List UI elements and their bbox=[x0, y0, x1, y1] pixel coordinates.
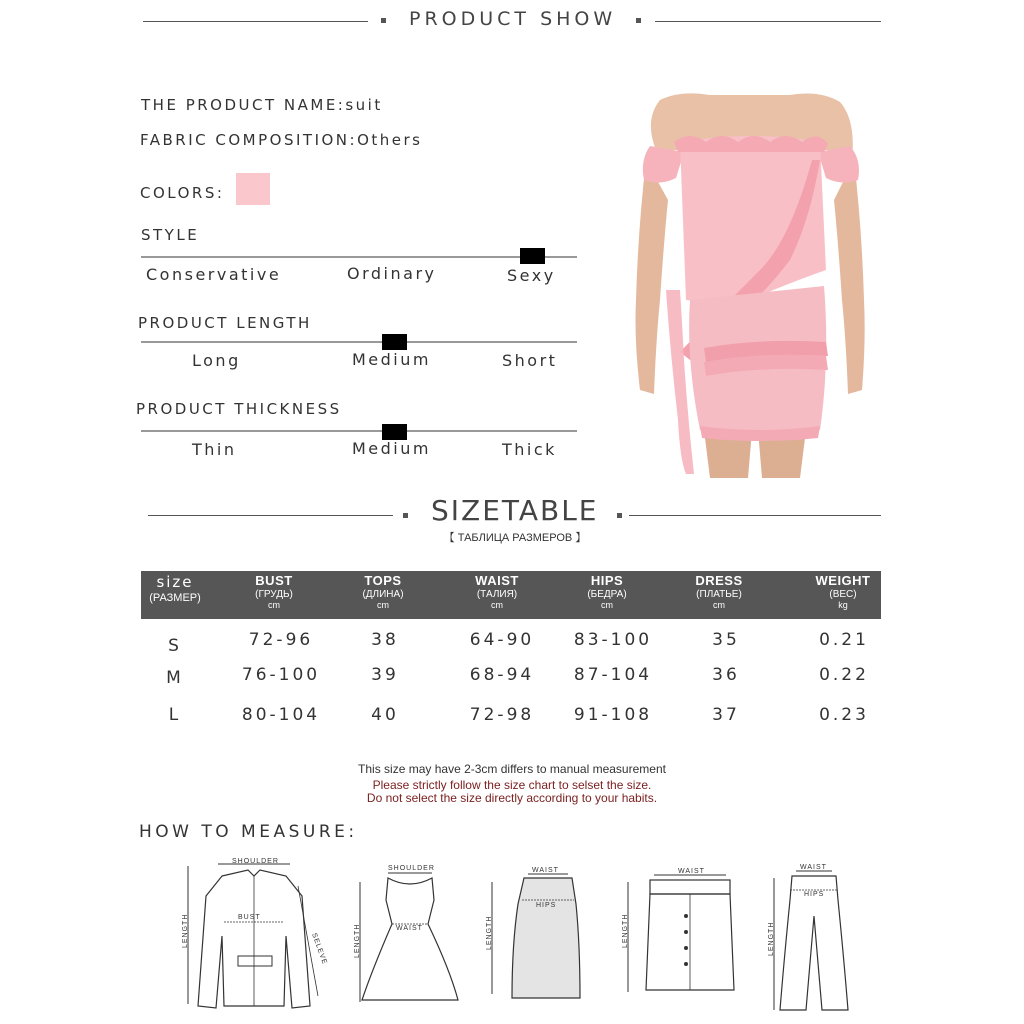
row-m-hips: 87-104 bbox=[573, 665, 653, 685]
svg-text:WAIST: WAIST bbox=[532, 867, 559, 874]
thickness-scale bbox=[141, 430, 577, 432]
row-l-bust: 80-104 bbox=[241, 705, 321, 725]
svg-text:WAIST: WAIST bbox=[396, 925, 423, 932]
row-s-weight: 0.21 bbox=[819, 630, 869, 650]
svg-text:SHOULDER: SHOULDER bbox=[388, 865, 435, 872]
shorts-diagram bbox=[620, 864, 760, 1014]
sizetable-rule-left bbox=[148, 515, 393, 516]
row-m-weight: 0.22 bbox=[819, 665, 869, 685]
svg-text:LENGTH: LENGTH bbox=[622, 913, 629, 948]
svg-text:LENGTH: LENGTH bbox=[486, 915, 493, 950]
colors-label: COLORS: bbox=[140, 184, 225, 202]
dress-diagram bbox=[350, 860, 468, 1014]
col-waist: WAIST (ТАЛИЯ) cm bbox=[475, 573, 519, 610]
style-marker bbox=[520, 248, 545, 264]
thickness-option-thick: Thick bbox=[502, 440, 557, 459]
sizetable-header bbox=[141, 571, 881, 619]
row-m-bust: 76-100 bbox=[241, 665, 321, 685]
row-m-waist: 68-94 bbox=[469, 665, 535, 685]
svg-text:WAIST: WAIST bbox=[800, 864, 827, 871]
svg-text:HIPS: HIPS bbox=[536, 902, 557, 909]
row-l-dress: 37 bbox=[712, 705, 740, 725]
row-l-hips: 91-108 bbox=[573, 705, 653, 725]
note-measurement: This size may have 2-3cm differs to manual measurement bbox=[358, 762, 666, 776]
pants-diagram bbox=[764, 860, 864, 1016]
col-tops: TOPS (ДЛИНА) cm bbox=[362, 573, 404, 610]
row-m-dress: 36 bbox=[712, 665, 740, 685]
header-rule-left bbox=[143, 21, 368, 22]
sizetable-title: SIZETABLE bbox=[431, 494, 599, 527]
style-title: STYLE bbox=[141, 226, 200, 244]
row-s-size: S bbox=[168, 636, 182, 656]
svg-text:SELEVE: SELEVE bbox=[310, 932, 328, 966]
note-habits: Do not select the size directly according to your habits. bbox=[366, 791, 658, 805]
style-option-ordinary: Ordinary bbox=[347, 264, 437, 283]
col-hips: HIPS (БЕДРА) cm bbox=[587, 573, 627, 610]
svg-text:LENGTH: LENGTH bbox=[182, 913, 189, 948]
col-dress: DRESS (ПЛАТЬЕ) cm bbox=[695, 573, 743, 610]
fabric-composition: FABRIC COMPOSITION:Others bbox=[140, 131, 423, 149]
svg-text:WAIST: WAIST bbox=[678, 868, 705, 875]
length-option-medium: Medium bbox=[352, 350, 431, 369]
row-s-bust: 72-96 bbox=[248, 630, 314, 650]
row-l-weight: 0.23 bbox=[819, 705, 869, 725]
row-s-tops: 38 bbox=[371, 630, 399, 650]
row-m-size: M bbox=[166, 668, 184, 688]
how-to-measure-title: HOW TO MEASURE: bbox=[139, 822, 358, 842]
row-m-tops: 39 bbox=[371, 665, 399, 685]
sizetable-subtitle: 【 ТАБЛИЦА РАЗМЕРОВ 】 bbox=[443, 532, 587, 544]
product-name: THE PRODUCT NAME:suit bbox=[141, 96, 383, 114]
col-size: size (РАЗМЕР) bbox=[149, 573, 201, 604]
header-bullet-right bbox=[636, 18, 641, 23]
svg-text:BUST: BUST bbox=[238, 914, 261, 921]
svg-text:LENGTH: LENGTH bbox=[768, 921, 775, 956]
row-s-dress: 35 bbox=[712, 630, 740, 650]
row-l-waist: 72-98 bbox=[469, 705, 535, 725]
style-option-conservative: Conservative bbox=[146, 265, 282, 284]
row-s-hips: 83-100 bbox=[573, 630, 653, 650]
length-option-long: Long bbox=[192, 351, 241, 370]
skirt-diagram bbox=[484, 864, 600, 1014]
sizetable-bullet-left bbox=[403, 513, 408, 518]
header-bullet-left bbox=[381, 18, 386, 23]
thickness-option-medium: Medium bbox=[352, 439, 431, 458]
style-scale bbox=[141, 256, 577, 258]
col-weight: WEIGHT (ВЕС) kg bbox=[815, 573, 871, 610]
length-option-short: Short bbox=[502, 351, 558, 370]
product-show-title: PRODUCT SHOW bbox=[409, 8, 617, 30]
thickness-option-thin: Thin bbox=[192, 440, 237, 459]
row-l-tops: 40 bbox=[371, 705, 399, 725]
length-marker bbox=[382, 334, 407, 350]
jacket-diagram bbox=[178, 856, 328, 1014]
row-l-size: L bbox=[168, 705, 182, 725]
note-follow-chart: Please strictly follow the size chart to selset the size. bbox=[372, 778, 652, 792]
thickness-title: PRODUCT THICKNESS bbox=[136, 400, 342, 418]
row-s-waist: 64-90 bbox=[469, 630, 535, 650]
thickness-marker bbox=[382, 424, 407, 440]
product-photo bbox=[620, 90, 880, 480]
length-title: PRODUCT LENGTH bbox=[138, 314, 312, 332]
length-scale bbox=[141, 341, 577, 343]
svg-text:SHOULDER: SHOULDER bbox=[232, 858, 279, 865]
col-bust: BUST (ГРУДЬ) cm bbox=[255, 573, 293, 610]
sizetable-bullet-right bbox=[617, 513, 622, 518]
style-option-sexy: Sexy bbox=[507, 266, 556, 285]
color-swatch-pink[interactable] bbox=[236, 173, 270, 205]
header-rule-right bbox=[655, 21, 881, 22]
svg-text:HIPS: HIPS bbox=[804, 891, 825, 898]
sizetable-rule-right bbox=[629, 515, 881, 516]
svg-text:LENGTH: LENGTH bbox=[354, 923, 361, 958]
